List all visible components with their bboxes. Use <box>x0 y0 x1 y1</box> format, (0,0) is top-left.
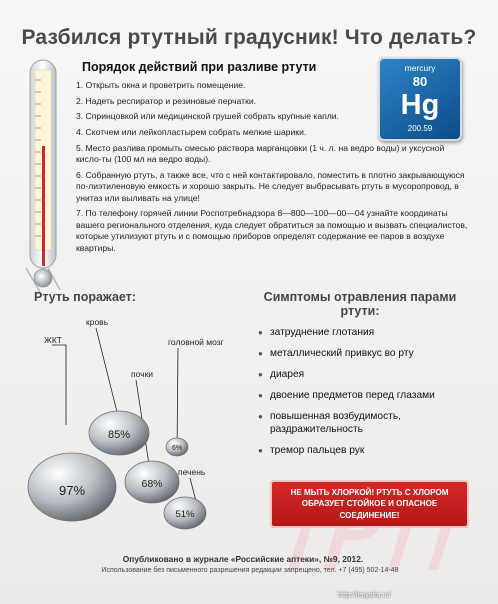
element-name: mercury <box>404 63 436 73</box>
step-item: 5. Место разлива промыть смесью раствора марганцовки (1 ч. л. на ведро воды) и уксусной кисло-ты (100 мл на ведро воды). <box>76 142 445 165</box>
symptoms-list <box>258 326 478 465</box>
organ-droplets <box>22 305 252 545</box>
symptom-item: ● двоение предметов перед глазами <box>258 389 478 402</box>
organ-percent: 6% <box>171 445 183 452</box>
element-symbol: Hg <box>400 89 440 121</box>
step-item: 2. Надеть респиратор и резиновые перчатки. <box>76 95 257 106</box>
step-item: 4. Скотчем или лейкопластырем собрать мелкие шарики. <box>76 127 307 138</box>
step-item: 7. По телефону горячей линии Роспотребнадзора 8—800—100—00—04 узнайте координаты вашего регионального отделения, куда следует обратиться за помощью и вызвать специалистов, которые утилизуют ртуть и с помощью приборов определят содержание ее паров в воздухе квартиры. <box>76 208 468 253</box>
symptom-item: ● металлический привкус во рту <box>258 347 478 360</box>
symptoms-heading: Симптомы отравления парами ртути: <box>263 290 457 318</box>
copyright-note: Использование без письменного разрешения редакции запрещено, тел. +7 (495) 502-14-48 <box>101 567 399 574</box>
step-item: 3. Спринцовкой или медицинской грушей собрать крупные капли. <box>76 111 339 122</box>
step-item: 6. Собранную ртуть, а также все, что с ней контактировало, поместить в плотно закрывающуюся по-лиэтиленовую емкость и хорошо закрыть. Не следует выбрасывать ртуть в мусоропровод, в унитаз или выливать на улице! <box>76 169 465 203</box>
organ-label: кровь <box>86 317 109 327</box>
thermometer-illustration <box>20 56 66 296</box>
step-item: 1. Открыть окна и проветрить помещение. <box>76 80 246 90</box>
organ-label: головной мозг <box>168 337 224 347</box>
organ-percent: 97% <box>58 483 86 498</box>
symptom-item: ● тремор пальцев рук <box>258 444 478 457</box>
mercury-element-card <box>378 57 462 141</box>
steps-heading: Порядок действий при разливе ртути <box>82 60 317 74</box>
organ-label: печень <box>178 467 206 477</box>
page-title: Разбился ртутный градусник! Что делать? <box>21 26 477 49</box>
organ-percent: 85% <box>107 429 131 441</box>
symptom-item: ● диарея <box>258 368 478 381</box>
organ-percent: 68% <box>141 478 163 490</box>
symptom-item: ● затруднение глотания <box>258 326 478 339</box>
source-url[interactable]: http://lesyaka.ru/ <box>338 590 391 599</box>
warning-banner: НЕ МЫТЬ ХЛОРКОЙ! РТУТЬ С ХЛОРОМ ОБРАЗУЕТ СТОЙКОЕ И ОПАСНОЕ СОЕДИНЕНИЕ! <box>270 480 469 528</box>
element-mass: 200.59 <box>407 124 433 133</box>
organ-label: почки <box>131 369 154 379</box>
publication-source: Опубликовано в журнале «Российские аптеки», №9, 2012. <box>122 554 364 564</box>
symptom-item: ● повышенная возбудимость, раздражительность <box>258 410 478 436</box>
organ-percent: 51% <box>175 509 195 520</box>
affects-heading: Ртуть поражает: <box>34 290 136 304</box>
element-number: 80 <box>412 74 428 89</box>
organ-label: ЖКТ <box>44 335 62 345</box>
